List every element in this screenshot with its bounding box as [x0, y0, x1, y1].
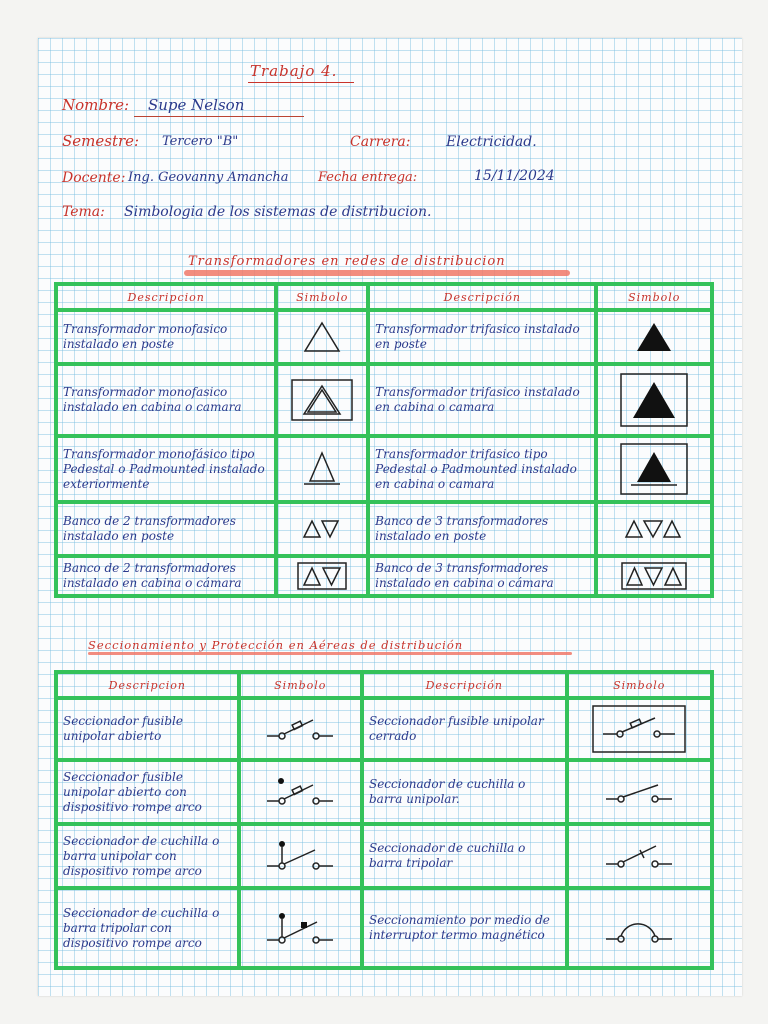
row-description: Seccionamiento por medio de interruptor termo magnético: [362, 888, 567, 968]
section1-highlight: [184, 270, 570, 276]
graph-paper-sheet: [38, 38, 742, 996]
fuse-switch-open-icon: [239, 698, 362, 760]
table-row: [56, 436, 712, 502]
table-row: [56, 824, 712, 888]
transformers-table: [54, 282, 714, 598]
knife-switch-tripolar-arc-icon: [239, 888, 362, 968]
bank-three-triangles-icon: [596, 502, 712, 556]
boxed-triangle-icon: [276, 364, 368, 436]
row-description: Transformador monofasico instalado en poste: [56, 310, 276, 364]
row-description: Seccionador fusible unipolar abierto con dispositivo rompe arco: [56, 760, 239, 824]
tema-label: Tema:: [62, 204, 105, 220]
row-description: Transformador monofásico tipo Pedestal o Padmounted instalado exteriormente: [56, 436, 276, 502]
knife-switch-icon: [567, 760, 712, 824]
section2-underline: [88, 652, 572, 655]
nombre-label: Nombre:: [62, 96, 130, 114]
bank-two-triangles-icon: [276, 502, 368, 556]
table-row: [56, 760, 712, 824]
boxed-fuse-switch-icon: [567, 698, 712, 760]
carrera-label: Carrera:: [350, 134, 411, 150]
row-description: Seccionador de cuchilla o barra tripolar: [362, 824, 567, 888]
title-underline: [248, 82, 354, 83]
header-descripcion-2: Descripción: [362, 672, 567, 698]
fecha-value: 15/11/2024: [474, 168, 555, 184]
row-description: Transformador trifasico instalado en cabina o camara: [368, 364, 596, 436]
pedestal-triangle-icon: [276, 436, 368, 502]
triangle-icon: [276, 310, 368, 364]
table-row: [56, 364, 712, 436]
boxed-bank-two-triangles-icon: [276, 556, 368, 596]
row-description: Seccionador de cuchilla o barra unipolar con dispositivo rompe arco: [56, 824, 239, 888]
row-description: Banco de 2 transformadores instalado en poste: [56, 502, 276, 556]
header-simbolo: Simbolo: [239, 672, 362, 698]
header-simbolo-2: Simbolo: [596, 284, 712, 310]
boxed-bank-three-triangles-icon: [596, 556, 712, 596]
knife-switch-arc-icon: [239, 824, 362, 888]
carrera-value: Electricidad.: [446, 134, 537, 150]
header-descripcion: Descripcion: [56, 672, 239, 698]
semestre-value: Tercero "B": [162, 134, 239, 149]
header-descripcion-2: Descripción: [368, 284, 596, 310]
row-description: Seccionador fusible unipolar abierto: [56, 698, 239, 760]
table-header-row: [56, 672, 712, 698]
row-description: Seccionador de cuchilla o barra tripolar con dispositivo rompe arco: [56, 888, 239, 968]
row-description: Banco de 2 transformadores instalado en cabina o cámara: [56, 556, 276, 596]
thermomagnetic-breaker-icon: [567, 888, 712, 968]
table-row: [56, 502, 712, 556]
semestre-label: Semestre:: [62, 132, 140, 150]
header-descripcion: Descripcion: [56, 284, 276, 310]
header-simbolo: Simbolo: [276, 284, 368, 310]
knife-switch-tripolar-icon: [567, 824, 712, 888]
header-simbolo-2: Simbolo: [567, 672, 712, 698]
row-description: Banco de 3 transformadores instalado en poste: [368, 502, 596, 556]
tema-value: Simbologia de los sistemas de distribucion.: [124, 204, 432, 220]
section1-title: Transformadores en redes de distribucion: [188, 254, 506, 269]
docente-value: Ing. Geovanny Amancha: [128, 170, 289, 185]
row-description: Transformador monofasico instalado en cabina o camara: [56, 364, 276, 436]
table-header-row: [56, 284, 712, 310]
nombre-line: [134, 116, 304, 117]
table-row: [56, 556, 712, 596]
table-row: [56, 310, 712, 364]
filled-triangle-icon: [596, 310, 712, 364]
page-title: Trabajo 4.: [250, 62, 338, 80]
fuse-switch-arc-icon: [239, 760, 362, 824]
table-row: [56, 698, 712, 760]
fecha-label: Fecha entrega:: [318, 170, 418, 185]
switching-table: [54, 670, 714, 970]
row-description: Seccionador fusible unipolar cerrado: [362, 698, 567, 760]
nombre-value: Supe Nelson: [148, 96, 245, 114]
pedestal-filled-triangle-icon: [596, 436, 712, 502]
table-row: [56, 888, 712, 968]
row-description: Seccionador de cuchilla o barra unipolar.: [362, 760, 567, 824]
boxed-filled-triangle-icon: [596, 364, 712, 436]
docente-label: Docente:: [62, 170, 126, 186]
row-description: Transformador trifasico instalado en poste: [368, 310, 596, 364]
row-description: Transformador trifasico tipo Pedestal o Padmounted instalado en cabina o camara: [368, 436, 596, 502]
row-description: Banco de 3 transformadores instalado en cabina o cámara: [368, 556, 596, 596]
section2-title: Seccionamiento y Protección en Aéreas de distribución: [88, 638, 464, 652]
